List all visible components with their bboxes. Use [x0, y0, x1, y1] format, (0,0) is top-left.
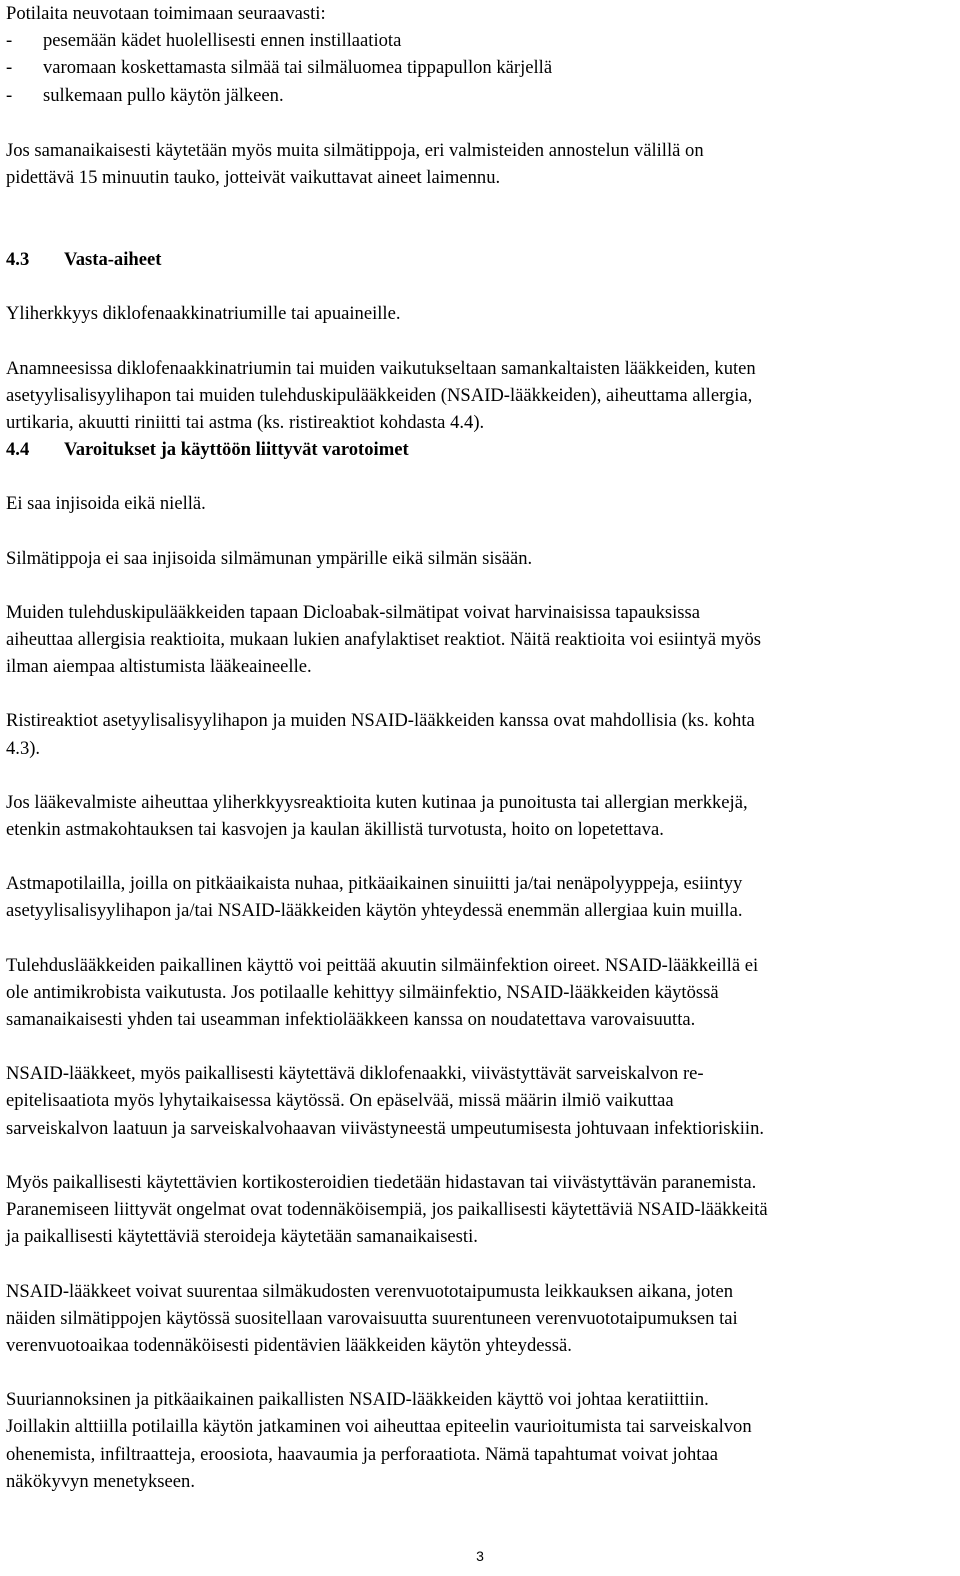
- warning-paragraph: Ristireaktiot asetyylisalisyylihapon ja muiden NSAID-lääkkeiden kanssa ovat mahdollisia (ks. kohta 4.3).: [6, 710, 755, 759]
- bullet-dash: -: [6, 30, 13, 52]
- section-heading-4-3: [6, 246, 956, 273]
- warning-paragraph: Silmätippoja ei saa injisoida silmämunan ympärille eikä silmän sisään.: [6, 547, 533, 569]
- list-item: - pesemään kädet huolellisesti ennen instillaatiota: [6, 27, 956, 54]
- bullet-dash: -: [6, 84, 13, 106]
- list-item: - varomaan koskettamasta silmää tai silmäluomea tippapullon kärjellä: [6, 54, 956, 81]
- intro-lead: Potilaita neuvotaan toimimaan seuraavasti:: [6, 3, 326, 24]
- section-number: 4.4: [6, 439, 30, 461]
- warning-paragraph: NSAID-lääkkeet, myös paikallisesti käytettävä diklofenaakki, viivästyttävät sarveiskalvon re- epitelisaatiota myös lyhytaikaisessa käytössä. On epäselvää, missä määrin ilmiö vaikuttaa sarveiskalvon laatuun ja sarveiskalvohaavan viivästyneestä umpeutumisesta johtuvaan infektioriskiin.: [6, 1063, 765, 1139]
- warning-paragraph: Jos lääkevalmiste aiheuttaa yliherkkyysreaktioita kuten kutinaa ja punoitusta tai allergian merkkejä, etenkin astmakohtauksen tai kasvojen ja kaulan äkillistä turvotusta, hoito on lopetettava.: [6, 791, 748, 841]
- list-item: - sulkemaan pullo käytön jälkeen.: [6, 82, 956, 109]
- warning-paragraph: Tulehduslääkkeiden paikallinen käyttö voi peittää akuutin silmäinfektion oireet. NSAID-lääkkeillä ei ole antimikrobista vaikutusta. Jos potilaalle kehittyy silmäinfektio, NSAID-lääkkeiden käytössä samanaikaisesti yhden tai useamman infektiolääkkeen kanssa on noudatettava varovaisuutta.: [6, 954, 759, 1031]
- page-number: 3: [476, 1548, 484, 1564]
- warning-paragraph: Ei saa injisoida eikä niellä.: [6, 493, 206, 515]
- instruction-list: [6, 27, 956, 109]
- interval-paragraph: Jos samanaikaisesti käytetään myös muita silmätippoja, eri valmisteiden annostelun välillä on pidettävä 15 minuutin tauko, jotteivät vaikuttavat aineet laimennu.: [6, 139, 704, 189]
- section-title: Varoitukset ja käyttöön liittyvät varotoimet: [64, 439, 409, 461]
- warning-paragraph: Suuriannoksinen ja pitkäaikainen paikallisten NSAID-lääkkeiden käyttö voi johtaa keratiittiin. Joillakin alttiilla potilailla käytön jatkaminen voi aiheuttaa epiteelin vaurioitumista tai sarveiskalvon ohenemista, infiltraatteja, eroosiota, haavaumia ja perforaatiota. Nämä tapahtumat voivat johtaa näkökyvyn menetykseen.: [6, 1389, 752, 1492]
- bullet-dash: -: [6, 57, 13, 79]
- contraindication-paragraph: Yliherkkyys diklofenaakkinatriumille tai apuaineille.: [6, 303, 401, 325]
- document-page: [6, 0, 956, 1495]
- warning-paragraph: Myös paikallisesti käytettävien kortikosteroidien tiedetään hidastavan tai viivästyttävän paranemista. Paranemiseen liittyvät ongelmat ovat todennäköisempiä, jos paikallisesti käytettäviä NSAID-lääkkeitä ja paikallisesti käytettäviä steroideja käytetään samanaikaisesti.: [6, 1171, 768, 1248]
- section-number: 4.3: [6, 249, 30, 271]
- intro-block: [6, 0, 956, 109]
- warning-paragraph: NSAID-lääkkeet voivat suurentaa silmäkudosten verenvuototaipumusta leikkauksen aikana, joten näiden silmätippojen käytössä suositellaan varovaisuutta suurentuneen verenvuototaipumuksen tai verenvuotoaikaa todennäköisesti pidentävien lääkkeiden käytön yhteydessä.: [6, 1280, 738, 1356]
- section-title: Vasta-aiheet: [64, 249, 162, 271]
- warning-paragraph: Astmapotilailla, joilla on pitkäaikaista nuhaa, pitkäaikainen sinuiitti ja/tai nenäpolyyppeja, esiintyy asetyylisalisyylihapon ja/tai NSAID-lääkkeiden käytön yhteydessä enemmän allergiaa kuin muilla.: [6, 873, 743, 922]
- section-heading-4-4: [6, 436, 956, 463]
- warning-paragraph: Muiden tulehduskipulääkkeiden tapaan Dicloabak-silmätipat voivat harvinaisissa tapauksissa aiheuttaa allergisia reaktioita, mukaan lukien anafylaktiset reaktiot. Näitä reaktioita voi esiintyä myös ilman aiempaa altistumista lääkeaineelle.: [6, 601, 762, 678]
- contraindication-paragraph: Anamneesissa diklofenaakkinatriumin tai muiden vaikutukseltaan samankaltaisten lääkkeiden, kuten asetyylisalisyylihapon tai muiden tulehduskipulääkkeiden (NSAID-lääkkeiden), aiheuttama allergia, urtikaria, akuutti riniitti tai astma (ks. ristireaktiot kohdasta 4.4).: [6, 357, 756, 434]
